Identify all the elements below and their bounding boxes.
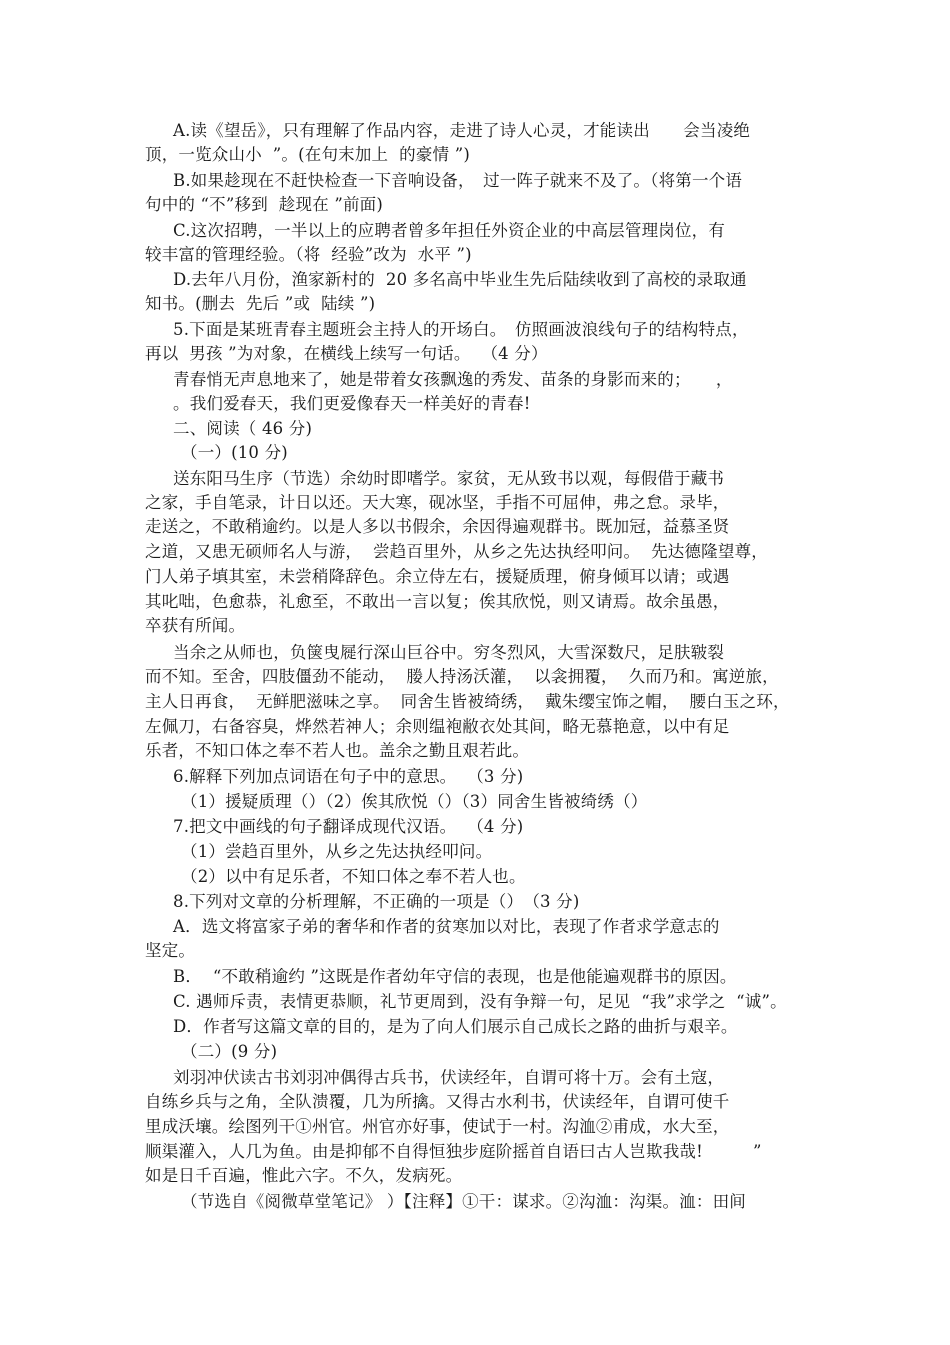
passage-1-line: 之家，手自笔录，计日以还。天大寒，砚冰坚，手指不可屈伸，弗之怠。录毕， (145, 493, 730, 512)
question-7-item-1: （1）尝趋百里外，从乡之先达执经叩问。 (181, 842, 493, 861)
question-6-items: （1）援疑质理（）（2）俟其欣悦（）（3）同舍生皆被绮绣（） (181, 792, 648, 811)
passage-1-line: 而不知。至舍，四肢僵劲不能动， 媵人持汤沃灌， 以衾拥覆， 久而乃和。寓逆旅， (145, 667, 779, 686)
question-8: 8.下列对文章的分析理解，不正确的一项是（） （3 分) (173, 892, 580, 911)
passage-1-line: 卒获有所闻。 (145, 616, 246, 635)
question-8-option-b: B． “不敢稍逾约 ”这既是作者幼年守信的表现，也是他能遍观群书的原因。 (173, 967, 737, 986)
option-a-line-1: A.读《望岳》，只有理解了作品内容，走进了诗人心灵，才能读出 会当凌绝 (173, 121, 751, 140)
passage-2-line: 里成沃壤。绘图列干①州官。州官亦好事，使试于一村。沟洫②甫成，水大至， (145, 1117, 730, 1136)
option-c-line-1: C.这次招聘，一半以上的应聘者曾多年担任外资企业的中高层管理岗位，有 (173, 221, 726, 240)
option-a-line-2: 顶，一览众山小 ”。(在句末加上 的豪情 ”) (145, 145, 470, 164)
section-reading-heading: 二、阅读（ 46 分) (173, 419, 313, 438)
passage-2-line: 顺渠灌入，人几为鱼。由是抑郁不自得恒独步庭阶摇首自语曰古人岂欺我哉! ” (145, 1142, 762, 1161)
option-c-line-2: 较丰富的管理经验。（将 经验”改为 水平 ”) (145, 245, 472, 264)
passage-2-line: 自练乡兵与之角，全队溃覆，几为所擒。又得古水利书，伏读经年，自谓可使千 (145, 1092, 730, 1111)
subsection-2-heading: （二）(9 分) (181, 1042, 278, 1061)
question-8-option-a: A．选文将富家子弟的奢华和作者的贫寒加以对比，表现了作者求学意志的 (173, 917, 720, 936)
option-d-line-2: 知书。(删去 先后 ”或 陆续 ”) (145, 294, 376, 313)
subsection-1-heading: （一）(10 分) (181, 443, 288, 462)
question-7: 7.把文中画线的句子翻译成现代汉语。 （4 分) (173, 817, 524, 836)
question-8-option-d: D．作者写这篇文章的目的，是为了向人们展示自己成长之路的曲折与艰辛。 (173, 1017, 738, 1036)
option-d-line-1: D.去年八月份，渔家新村的 20 多名高中毕业生先后陆续收到了高校的录取通 (173, 270, 747, 289)
option-b-line-1: B.如果趁现在不赶快检查一下音响设备， 过一阵子就来不及了。（将第一个语 (173, 171, 743, 190)
question-8-option-c: C. 遇师斥责，表情更恭顺，礼节更周到，没有争辩一句，足见 “我”求学之 “诚”。 (173, 992, 787, 1011)
passage-1-line: 乐者，不知口体之奉不若人也。盖余之勤且艰若此。 (145, 741, 530, 760)
question-5-prompt-line-2: 。我们爱春天，我们更爱像春天一样美好的青春! (173, 394, 531, 413)
question-5-line-2: 再以 男孩 ”为对象，在横线上续写一句话。 （4 分） (145, 344, 548, 363)
passage-1-line: 送东阳马生序（节选）余幼时即嗜学。家贫，无从致书以观，每假借于藏书 (173, 469, 725, 488)
question-8-option-a-cont: 坚定。 (145, 941, 196, 960)
passage-1-line: 当余之从师也，负箧曳屣行深山巨谷中。穷冬烈风，大雪深数尺，足肤皲裂 (173, 643, 725, 662)
passage-1-line: 之道，又患无硕师名人与游， 尝趋百里外，从乡之先达执经叩问。 先达德隆望尊， (145, 542, 768, 561)
question-5-prompt-line-1: 青春悄无声息地来了，她是带着女孩飘逸的秀发、苗条的身影而来的； ， (173, 370, 733, 389)
passage-1-line: 走送之，不敢稍逾约。以是人多以书假余，余因得遍观群书。既加冠，益慕圣贤 (145, 517, 730, 536)
passage-1-line: 其叱咄，色愈恭，礼愈至，不敢出一言以复；俟其欣悦，则又请焉。故余虽愚， (145, 592, 730, 611)
question-6: 6.解释下列加点词语在句子中的意思。 （3 分) (173, 767, 524, 786)
passage-1-line: 主人日再食， 无鲜肥滋味之享。 同舍生皆被绮绣， 戴朱缨宝饰之帽， 腰白玉之环， (145, 692, 790, 711)
passage-2-source-note: （节选自《阅微草堂笔记》 ）【注释】①干：谋求。②沟洫：沟渠。洫：田间 (181, 1192, 746, 1211)
passage-2-line: 如是日千百遍，惟此六字。不久，发病死。 (145, 1166, 463, 1185)
passage-1-line: 门人弟子填其室，未尝稍降辞色。余立侍左右，援疑质理，俯身倾耳以请；或遇 (145, 567, 730, 586)
question-7-item-2: （2）以中有足乐者，不知口体之奉不若人也。 (181, 867, 526, 886)
passage-2-line: 刘羽冲伏读古书刘羽冲偶得古兵书，伏读经年，自谓可将十万。会有土寇， (173, 1068, 725, 1087)
question-5-line-1: 5.下面是某班青春主题班会主持人的开场白。 仿照画波浪线句子的结构特点， (173, 320, 749, 339)
passage-1-line: 左佩刀，右备容臭，烨然若神人；余则缊袍敝衣处其间，略无慕艳意，以中有足 (145, 717, 730, 736)
option-b-line-2: 句中的 “不”移到 趁现在 ”前面) (145, 195, 384, 214)
